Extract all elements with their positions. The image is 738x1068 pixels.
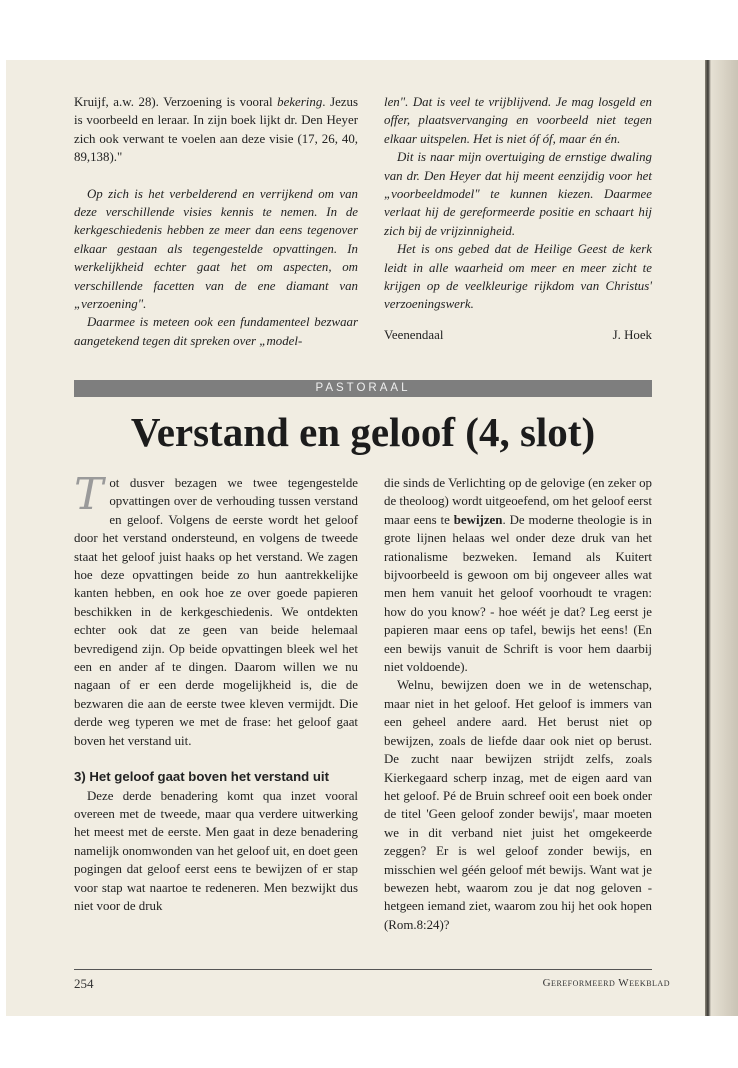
section-banner: PASTORAAL (74, 380, 652, 397)
top-right-paragraph-1: len". Dat is veel te vrijblijvend. Je mag losgeld en offer, plaatsvervanging en voorbeeld niet tegen elkaar uitspelen. Het is niet óf óf, maar én én. (384, 95, 652, 146)
article-right-paragraph-2: Welnu, bewijzen doen we in de wetenschap, maar niet in het geloof. Het geloof is immers van een geheel andere aard. Het berust niet op bewijzen, zoals de liefde daar ook niet op berust. De zucht naar bewijzen strijdt zelfs, zoals Kierkegaard scherp inzag, met de eigen aard van het geloof. Pé de Bruin schreef ooit een boek onder de titel 'Geen geloof zonder bewijs', maar moeten we in dit verband niet juist het omgekeerde zeggen? Er is wel geloof zonder bewijs, en misschien wel géén geloof mét bewijs. Want wat je bewezen hebt, waarom zou je dat nog geloven - hetgeen iemand ziet, waarom zou hij het ook hopen (Rom.8:24)? (384, 678, 652, 932)
article-left-paragraph-2: Deze derde benadering komt qua inzet vooral overeen met de tweede, maar qua verdere uitwerking het meest met de eerste. Men gaat in deze benadering namelijk onomwonden van het geloof uit, en doet geen pogingen dat geloof eerst eens te bewijzen of er stap voor stap wat naartoe te redeneren. Men bezwijkt dus niet voor de druk (74, 788, 358, 913)
signature-line (384, 326, 652, 344)
footer-rule (74, 969, 652, 970)
article-left-paragraph-1: Tot dusver bezagen we twee tegengestelde opvattingen over de verhouding tussen verstand en geloof. Volgens de eerste wordt het geloof door het verstand ondersteund, en volgens de tweede staat het geloof juist haaks op het verstand. We zagen hoe deze opvattingen beide zo hun aantrekkelijke kanten hebben, en ook hoe ze over goede papieren beschikken in de kerkgeschiedenis. We ontdekten echter ook dat ze geen van beide helemaal bevredigend zijn. Op beide opvattingen bleek wel het een en ander af te dingen. Daarom willen we nu nagaan of er een derde mogelijkheid is, die de bezwaren die aan de eerste twee kleven vermijdt. Die derde weg typeren we met de frase: het geloof gaat boven het verstand uit. (74, 469, 358, 748)
article-title: Verstand en geloof (4, slot) (130, 409, 596, 455)
top-left-paragraph-2: Op zich is het verbelderend en verrijkend om van deze verschillende visies kennis te nemen. In de kerkgeschiedenis hebben ze meer dan eens tegenover elkaar gestaan als tegengestelde opvattingen. In werkelijkheid echter gaat het om aspecten, om verschillende facetten van de ene diamant van „verzoening". (74, 186, 358, 312)
top-left-column (74, 93, 358, 350)
book-spine (705, 60, 738, 1016)
signature-author: J. Hoek (612, 327, 652, 342)
top-right-paragraph-3: Het is ons gebed dat de Heilige Geest de kerk leidt in alle waarheid om meer en meer zicht te krijgen op de veelkleurige rijkdom van Christus' verzoeningswerk. (384, 242, 652, 312)
page-number: 254 (74, 976, 94, 991)
article-right-column (384, 474, 652, 934)
article-right-paragraph-1: die sinds de Verlichting op de gelovige (en zeker op de theoloog) wordt uitgeoefend, om het geloof eerst maar eens te bewijzen. De moderne theologie is in grote lijnen helaas wel onder deze druk van het rationalisme bezweken. Iemand als Kuitert bijvoorbeeld is gewoon om bij ongeveer alles wat men hem vanuit het geloof voorhoudt te vragen: how do you know? - hoe wéét je dat? Leg eerst je papieren maar eens op tafel, bewijs het eens! (En een bewijs vanuit de Schrift is voor hem daarbij niet voldoende). (384, 476, 653, 675)
article-subheading: 3) Het geloof gaat boven het verstand uit (74, 769, 329, 785)
drop-cap: T (74, 469, 104, 520)
publication-name: Gereformeerd Weekblad (542, 977, 670, 989)
signature-place: Veenendaal (384, 327, 444, 342)
top-left-paragraph-3: Daarmee is meteen ook een fundamenteel bezwaar aangetekend tegen dit spreken over „model- (74, 315, 358, 348)
article-left-column (74, 469, 358, 915)
top-right-column (384, 93, 652, 344)
top-left-paragraph-1: Kruijf, a.w. 28). Verzoening is vooral bekering. Jezus is voorbeeld en leraar. In zijn boek lijkt dr. Den Heyer zich ook verwant te voelen aan deze visie (17, 26, 40, 89,138)." (74, 95, 358, 165)
top-right-paragraph-2: Dit is naar mijn overtuiging de ernstige dwaling van dr. Den Heyer dat hij meent eenzijdig voor het „voorbeeldmodel" te kunnen kiezen. Daarmee verlaat hij de gereformeerde positie en schaart hij zich bij de vrijzinnigheid. (384, 150, 652, 238)
